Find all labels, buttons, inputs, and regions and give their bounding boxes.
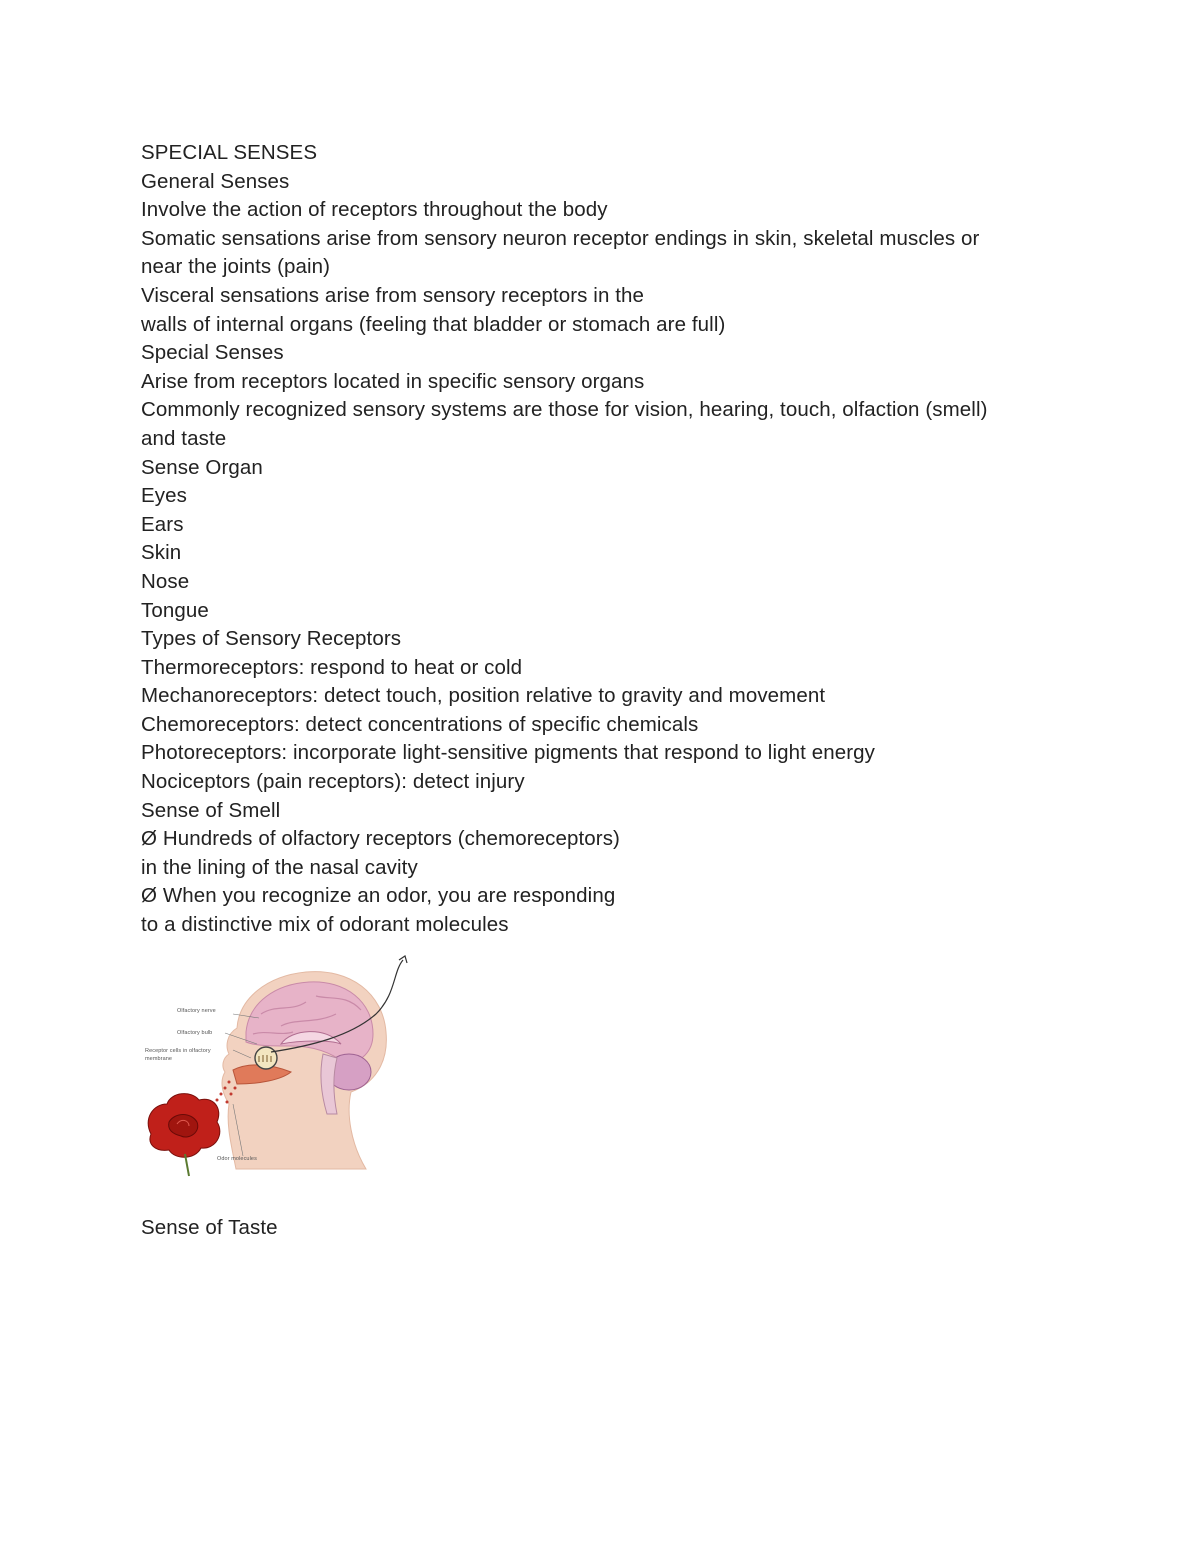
body-text-line: to a distinctive mix of odorant molecules [141, 913, 509, 937]
body-text-line: Somatic sensations arise from sensory neuron receptor endings in skin, skeletal muscles or [141, 226, 980, 250]
body-text-line: Types of Sensory Receptors [141, 627, 402, 651]
rose-illustration [148, 1093, 220, 1175]
text-block-bottom [141, 1214, 1041, 1243]
body-text-line: Ø When you recognize an odor, you are responding [141, 884, 616, 908]
label-receptor-cells: Receptor cells in olfactory [145, 1047, 211, 1054]
body-text-line: SPECIAL SENSES [141, 141, 318, 164]
document-page [141, 139, 1041, 1242]
body-text-line: Mechanoreceptors: detect touch, position relative to gravity and movement [141, 684, 826, 708]
body-text-line: and taste [141, 426, 227, 450]
body-text-line: walls of internal organs (feeling that bladder or stomach are full) [141, 312, 726, 336]
body-text-line: Involve the action of receptors throughout the body [141, 198, 608, 222]
body-text-line: Thermoreceptors: respond to heat or cold [141, 655, 523, 679]
body-text-line: Arise from receptors located in specific sensory organs [141, 369, 645, 393]
arrow-head [399, 956, 407, 963]
body-text-line: Ears [141, 512, 184, 536]
body-text-line: Skin [141, 541, 182, 565]
olfactory-bulb-magnifier [255, 1047, 277, 1069]
olfaction-figure [141, 954, 416, 1184]
body-text-line: Nociceptors (pain receptors): detect injury [141, 770, 525, 794]
body-text-line: Eyes [141, 484, 187, 508]
body-text-line: Sense Organ [141, 455, 263, 479]
body-text-line: Special Senses [141, 341, 284, 365]
body-text-line: near the joints (pain) [141, 255, 331, 279]
label-olfactory-bulb: Olfactory bulb [177, 1029, 213, 1036]
body-text-line: Tongue [141, 598, 209, 622]
body-text-line: Photoreceptors: incorporate light-sensitive pigments that respond to light energy [141, 741, 875, 765]
label-odor-molecules: Odor molecules [217, 1155, 257, 1162]
label-olfactory-nerve: Olfactory nerve [177, 1007, 216, 1014]
label-receptor-cells-2: membrane [145, 1055, 173, 1062]
body-text-line: Visceral sensations arise from sensory receptors in the [141, 283, 645, 307]
body-text-line: Ø Hundreds of olfactory receptors (chemoreceptors) [141, 827, 620, 851]
body-text-line: Chemoreceptors: detect concentrations of specific chemicals [141, 712, 699, 736]
body-text-line: Sense of Smell [141, 798, 281, 822]
text-block-top [141, 139, 1041, 940]
body-text-line: General Senses [141, 169, 290, 193]
body-text-line: Sense of Taste [141, 1215, 278, 1239]
body-text-line: in the lining of the nasal cavity [141, 855, 418, 879]
body-text-line: Nose [141, 569, 190, 593]
olfaction-illustration [141, 954, 416, 1184]
body-text-line: Commonly recognized sensory systems are those for vision, hearing, touch, olfaction (smell) [141, 398, 988, 422]
